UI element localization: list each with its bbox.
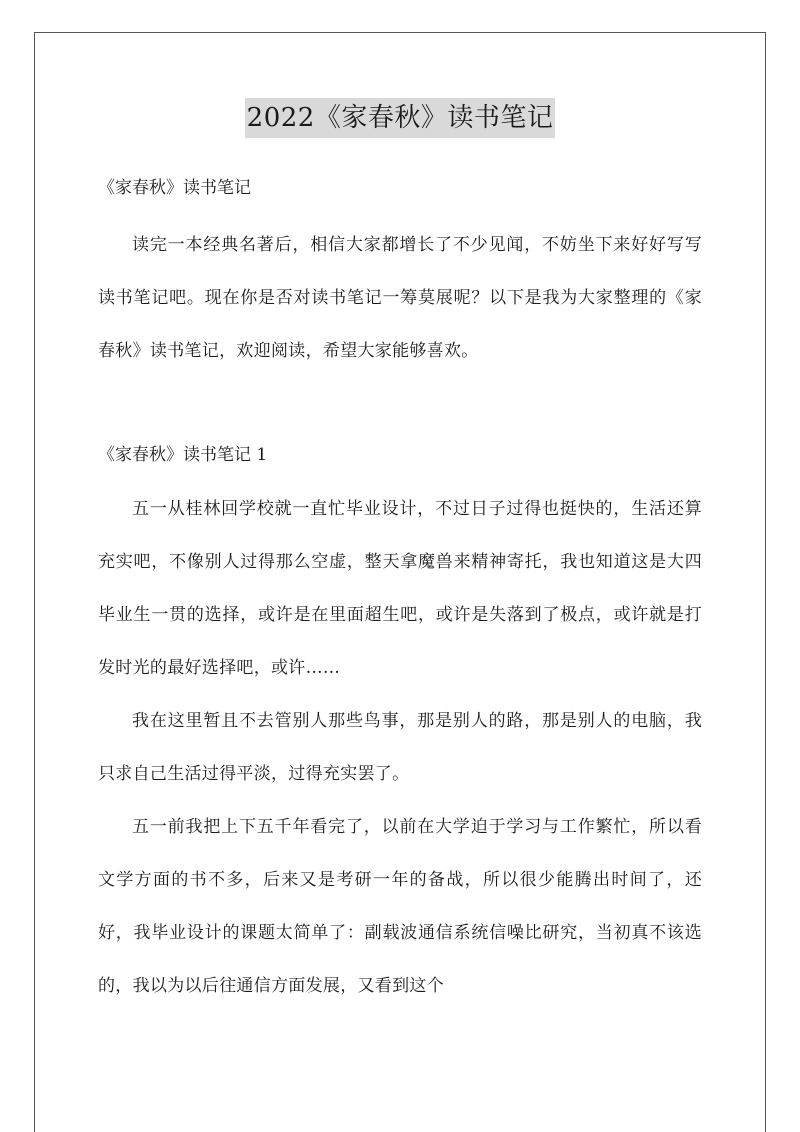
intro-paragraph: 读完一本经典名著后，相信大家都增长了不少见闻，不妨坐下来好好写写读书笔记吧。现在你是否对读书笔记一筹莫展呢？以下是我为大家整理的《家春秋》读书笔记，欢迎阅读，希望大家能够喜欢。 xyxy=(98,235,702,361)
document-body xyxy=(98,164,702,1013)
document-subtitle: 《家春秋》读书笔记 xyxy=(98,178,251,198)
document-title: 2022《家春秋》读书笔记 xyxy=(245,98,556,138)
section-heading: 《家春秋》读书笔记 1 xyxy=(98,445,268,465)
title-container xyxy=(0,98,800,138)
body-paragraph-2: 我在这里暂且不去管别人那些鸟事，那是别人的路，那是别人的电脑，我只求自己生活过得平淡，过得充实罢了。 xyxy=(98,711,702,784)
body-paragraph-3: 五一前我把上下五千年看完了，以前在大学迫于学习与工作繁忙，所以看文学方面的书不多，后来又是考研一年的备战，所以很少能腾出时间了，还好，我毕业设计的课题太简单了：副载波通信系统信噪比研究，当初真不该选的，我以为以后往通信方面发展，又看到这个 xyxy=(98,817,702,996)
body-paragraph-1: 五一从桂林回学校就一直忙毕业设计，不过日子过得也挺快的，生活还算充实吧，不像别人过得那么空虚，整天拿魔兽来精神寄托，我也知道这是大四毕业生一贯的选择，或许是在里面超生吧，或许是失落到了极点，或许就是打发时光的最好选择吧，或许…… xyxy=(98,499,702,678)
